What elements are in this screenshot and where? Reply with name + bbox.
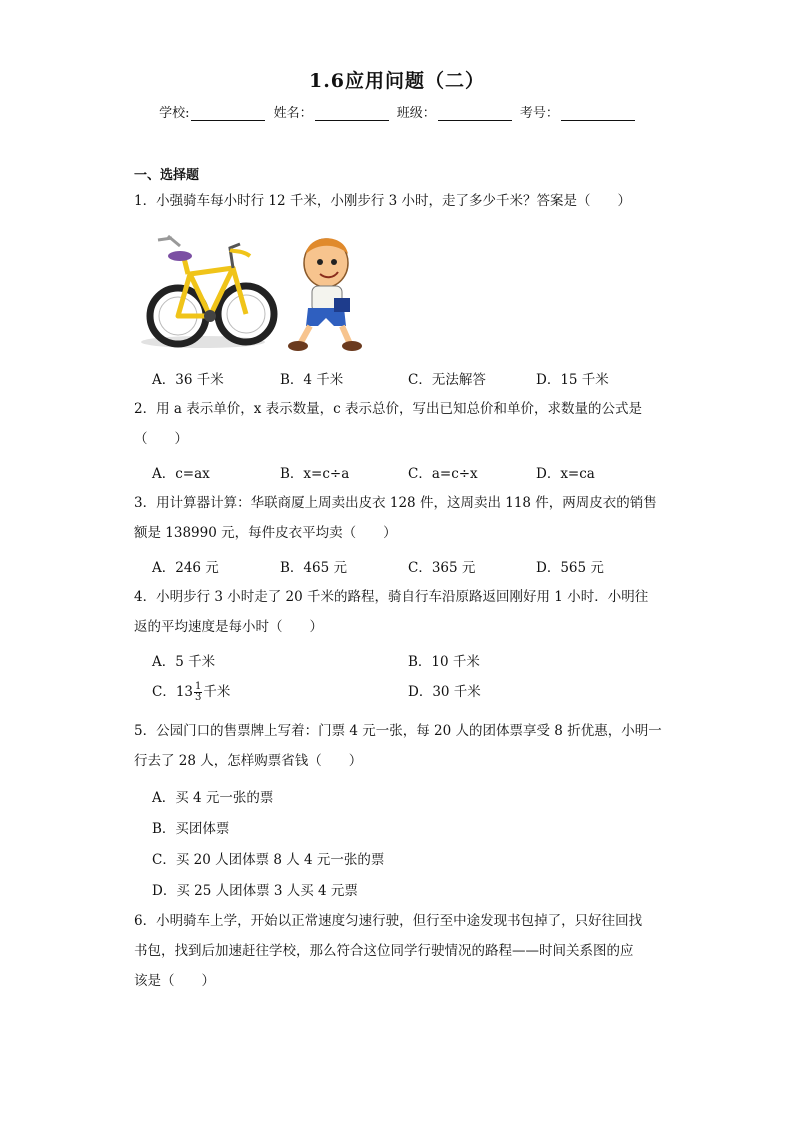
q2-option-c[interactable]: C．a=c÷x xyxy=(408,466,478,482)
question-6 xyxy=(134,906,664,996)
question-3-line-1: 3．用计算器计算：华联商厦上周卖出皮衣 128 件，这周卖出 118 件，两周皮衣的销售 xyxy=(134,495,657,511)
school-blank xyxy=(191,108,265,121)
question-2-line-2: （ ） xyxy=(134,431,188,447)
q1-option-b[interactable]: B．4 千米 xyxy=(280,372,344,388)
q1-option-c[interactable]: C．无法解答 xyxy=(408,372,486,388)
bicycle-and-boy-illustration xyxy=(138,226,368,354)
q2-option-b[interactable]: B．x=c÷a xyxy=(280,466,350,482)
name-blank xyxy=(315,108,389,121)
q3-option-a[interactable]: A．246 元 xyxy=(152,560,219,576)
question-2 xyxy=(134,394,664,454)
school-label: 学校: xyxy=(159,106,190,121)
student-info-line xyxy=(0,102,794,121)
q5-option-a[interactable]: A．买 4 元一张的票 xyxy=(152,790,274,806)
question-4-options-row-1 xyxy=(152,650,664,670)
q5-option-d[interactable]: D．买 25 人团体票 3 人买 4 元票 xyxy=(152,883,358,899)
q4-option-c-suffix: 千米 xyxy=(203,684,231,700)
class-blank xyxy=(438,108,512,121)
question-4-line-1: 4．小明步行 3 小时走了 20 千米的路程，骑自行车沿原路返回刚好用 1 小时．小明往 xyxy=(134,589,649,605)
name-label: 姓名： xyxy=(273,106,313,121)
question-3-options xyxy=(152,556,664,576)
q4-option-c-fraction xyxy=(194,682,202,703)
question-3-line-2: 额是 138990 元，每件皮衣平均卖（ ） xyxy=(134,525,397,541)
fraction-denominator: 3 xyxy=(195,692,202,703)
q4-option-c[interactable] xyxy=(152,680,408,703)
q3-option-d[interactable]: D．565 元 xyxy=(536,560,604,576)
question-6-line-2: 书包，找到后加速赶往学校，那么符合这位同学行驶情况的路程——时间关系图的应 xyxy=(134,943,634,959)
question-3 xyxy=(134,488,664,548)
question-5-line-2: 行去了 28 人，怎样购票省钱（ ） xyxy=(134,753,363,769)
question-4-line-2: 返的平均速度是每小时（ ） xyxy=(134,619,323,635)
question-5 xyxy=(134,716,664,776)
class-label: 班级： xyxy=(396,106,436,121)
question-6-line-1: 6．小明骑车上学，开始以正常速度匀速行驶，但行至中途发现书包掉了，只好往回找 xyxy=(134,913,643,929)
bicycle-icon xyxy=(141,236,274,348)
q3-option-c[interactable]: C．365 元 xyxy=(408,560,476,576)
question-5-line-1: 5．公园门口的售票牌上写着：门票 4 元一张，每 20 人的团体票享受 8 折优惠，小明一 xyxy=(134,723,662,739)
question-2-line-1: 2．用 a 表示单价，x 表示数量，c 表示总价，写出已知总价和单价，求数量的公式是 xyxy=(134,401,642,417)
q2-option-d[interactable]: D．x=ca xyxy=(536,466,595,482)
q1-option-d[interactable]: D．15 千米 xyxy=(536,372,609,388)
boy-walking-icon xyxy=(288,238,362,351)
q2-option-a[interactable]: A．c=ax xyxy=(152,466,210,482)
q1-option-a[interactable]: A．36 千米 xyxy=(152,372,224,388)
q4-option-b[interactable]: B．10 千米 xyxy=(408,654,480,670)
exam-no-blank xyxy=(561,108,635,121)
question-1-options xyxy=(152,368,664,388)
q5-option-c[interactable]: C．买 20 人团体票 8 人 4 元一张的票 xyxy=(152,852,385,868)
question-1: 1．小强骑车每小时行 12 千米，小刚步行 3 小时，走了多少千米？答案是（ ） xyxy=(134,193,632,209)
q4-option-d[interactable]: D．30 千米 xyxy=(408,684,481,700)
question-6-line-3: 该是（ ） xyxy=(134,973,215,989)
q5-option-b[interactable]: B．买团体票 xyxy=(152,821,230,837)
question-4 xyxy=(134,582,664,642)
page-title: 1.6应用问题（二） xyxy=(308,70,486,92)
q3-option-b[interactable]: B．465 元 xyxy=(280,560,347,576)
question-4-options-row-2 xyxy=(152,680,664,703)
fraction-numerator: 1 xyxy=(195,681,202,692)
q4-option-a[interactable]: A．5 千米 xyxy=(152,654,216,670)
q4-option-c-prefix: C．13 xyxy=(152,684,194,700)
section-heading: 一、选择题 xyxy=(134,168,200,183)
exam-no-label: 考号： xyxy=(519,106,559,121)
question-2-options xyxy=(152,462,664,482)
